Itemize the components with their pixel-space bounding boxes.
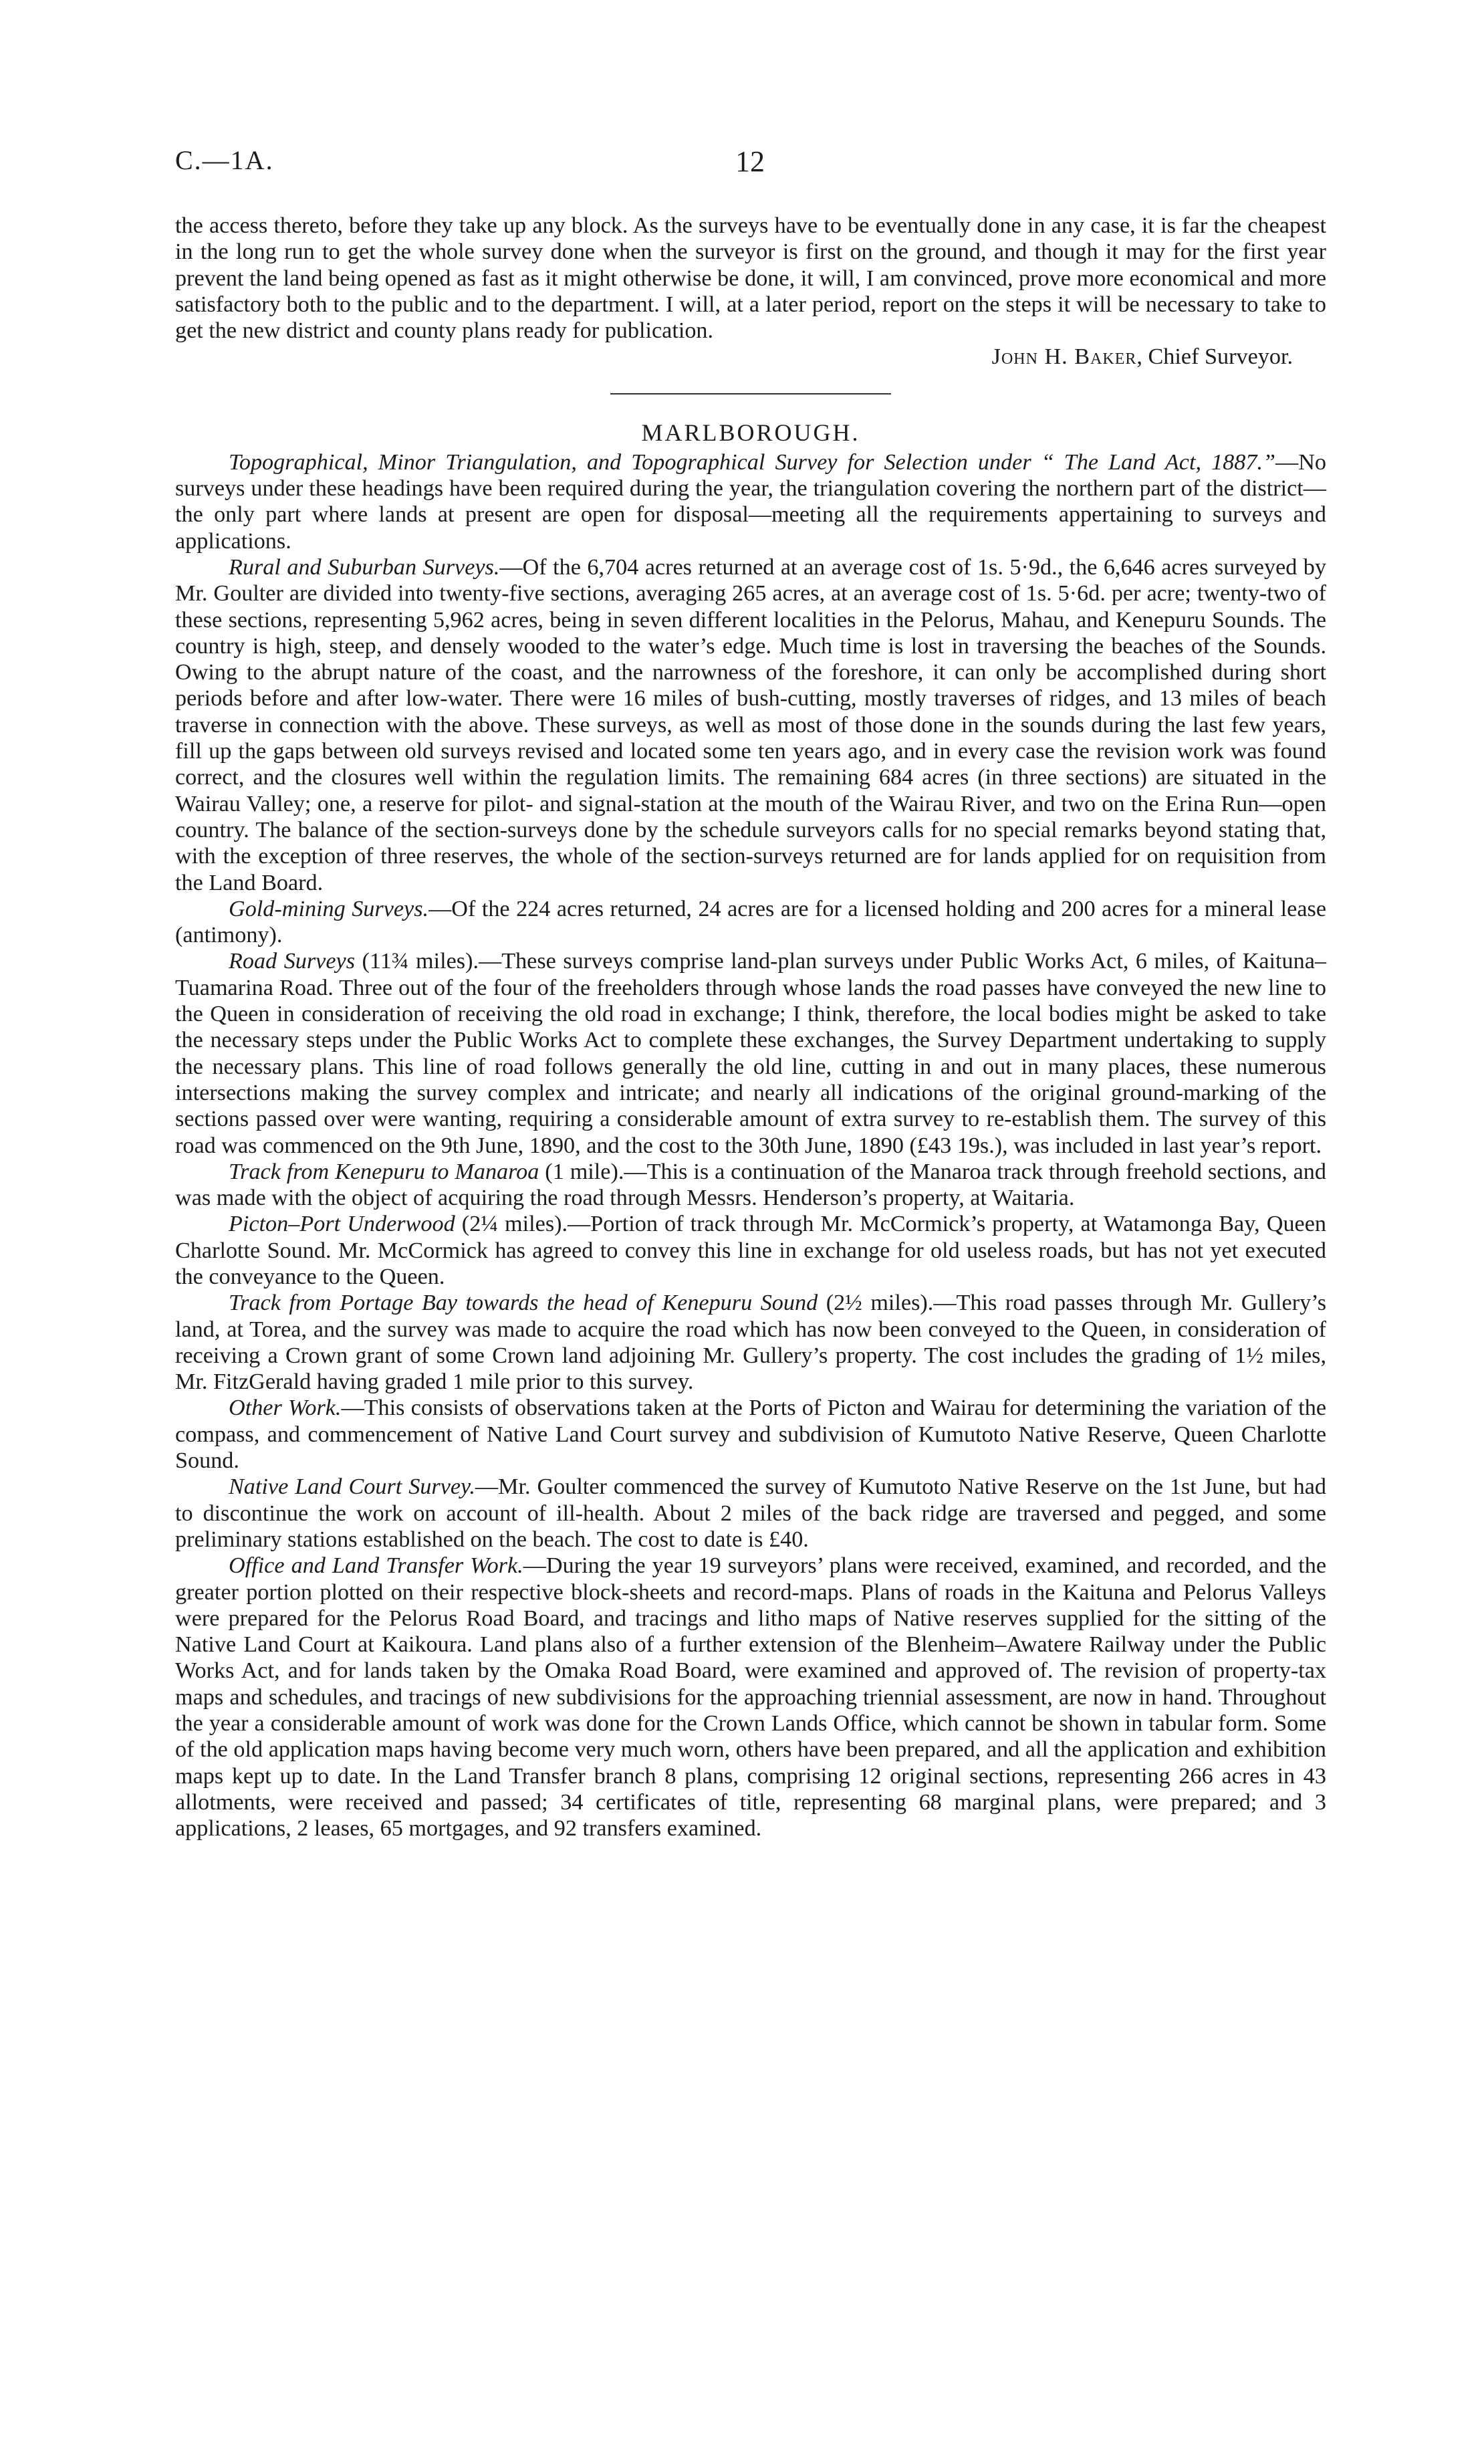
paragraph-picton-underwood (175, 1211, 1326, 1290)
page-body (175, 213, 1326, 1842)
paragraph-text: (11¾ miles).—These surveys comprise land-plan surveys under Public Works Act, 6 miles, of Kaituna–Tuamarina Road. Three out of the four of the freeholders through whose lands the road passes have conveyed the new line to the Queen in consideration of receiving the old road in exchange; I think, therefore, the local bodies might be asked to take the necessary steps under the Public Works Act to complete these exchanges, the Survey Department undertaking to supply the necessary plans. This line of road follows generally the old line, cutting in and out in many places, these numerous intersections making the survey complex and intricate; and nearly all indications of the original ground-marking of the sections passed over were wanting, requiring a considerable amount of extra survey to re-establish them. The survey of this road was commenced on the 9th June, 1890, and the cost to the 30th June, 1890 (£43 19s.), was included in last year’s report. (175, 949, 1326, 1158)
paragraph-text: —Mr. Goulter commenced the survey of Kumutoto Native Reserve on the 1st June, but had to discontinue the work on account of ill-health. About 2 miles of the back ridge are traversed and pegged, and some preliminary stations established on the beach. The cost to date is £40. (175, 1474, 1326, 1552)
paragraph-text: (1 mile).—This is a continuation of the Manaroa track through freehold sections, and was made with the object of acquiring the road through Messrs. Henderson’s property, at Waitaria. (175, 1159, 1326, 1211)
signature-name: John H. Baker (991, 344, 1137, 370)
signature-title: , Chief Surveyor. (1136, 344, 1293, 370)
paragraph-text: —During the year 19 surveyors’ plans were received, examined, and recorded, and the greater portion plotted on their respective block-sheets and record-maps. Plans of roads in the Kaituna and Pelorus Valleys were prepared for the Pelorus Road Board, and tracings and litho maps of Native reserves supplied for the sitting of the Native Land Court at Kaikoura. Land plans also of a further extension of the Blenheim–Awatere Railway under the Public Works Act, and for lands taken by the Omaka Road Board, were examined and approved of. The revision of property-tax maps and schedules, and tracings of new subdivisions for the approaching triennial assessment, are now in hand. Throughout the year a considerable amount of work was done for the Crown Lands Office, which cannot be shown in tabular form. Some of the old application maps having become very much worn, others have been prepared, and all the application and exhibition maps kept up to date. In the Land Transfer branch 8 plans, comprising 12 original sections, representing 266 acres in 43 allotments, were received and passed; 34 certificates of title, representing 68 marginal plans, were prepared; and 3 applications, 2 leases, 65 mortgages, and 92 transfers examined. (175, 1553, 1327, 1841)
paragraph-heading: Picton–Port Underwood (229, 1212, 455, 1237)
paragraph-rural-surveys (175, 554, 1326, 896)
paragraph-heading: Topographical, Minor Triangulation, and Topographical Survey for Selection under “ The Land Act, 1887.” (229, 449, 1276, 475)
paragraph-office-work (175, 1553, 1326, 1841)
paragraph-heading: Gold-mining Surveys. (229, 896, 429, 921)
paragraph-text: —This consists of observations taken at the Ports of Picton and Wairau for determining the variation of the compass, and commencement of Native Land Court survey and subdivision of Kumutoto Native Reserve, Queen Charlotte Sound. (175, 1395, 1326, 1474)
paragraph-heading: Other Work. (229, 1395, 342, 1421)
paragraph-text: (2¼ miles).—Portion of track through Mr. McCormick’s property, at Watamonga Bay, Queen Charlotte Sound. Mr. McCormick has agreed to convey this line in exchange for old useless roads, but has not yet executed the conveyance to the Queen. (175, 1212, 1326, 1289)
intro-paragraph: the access thereto, before they take up any block. As the surveys have to be eventually done in any case, it is far the cheapest in the long run to get the whole survey done when the surveyor is first on the ground, and though it may for the first year prevent the land being opened as fast as it might otherwise be done, it will, I am convinced, prove more economical and more satisfactory both to the public and to the department. I will, at a later period, report on the steps it will be necessary to take to get the new district and county plans ready for publication. (175, 213, 1326, 344)
section-title: MARLBOROUGH. (641, 419, 860, 446)
paragraph-text: —Of the 224 acres returned, 24 acres are for a licensed holding and 200 acres for a mineral lease (antimony). (175, 896, 1326, 948)
paragraph-road-surveys (175, 948, 1326, 1158)
paragraph-text: —No surveys under these headings have been required during the year, the triangulation covering the northern part of the district—the only part where lands at present are open for disposal—meeting all the requirements appertaining to surveys and applications. (175, 449, 1326, 554)
section-divider (610, 393, 891, 395)
paragraph-heading: Office and Land Transfer Work. (229, 1553, 523, 1579)
paragraph-text: (2½ miles).—This road passes through Mr. Gullery’s land, at Torea, and the survey was made to acquire the road which has now been conveyed to the Queen, in consideration of receiving a Crown grant of some Crown land adjoining Mr. Gullery’s property. The cost includes the grading of 1½ miles, Mr. FitzGerald having graded 1 mile prior to this survey. (175, 1291, 1326, 1395)
signature (175, 344, 1326, 370)
page-number: 12 (735, 145, 765, 178)
paragraph-topographical (175, 449, 1326, 554)
paragraph-native-land-court (175, 1474, 1326, 1553)
paragraph-heading: Rural and Suburban Surveys. (229, 554, 500, 580)
paragraph-gold-mining (175, 896, 1326, 949)
paragraph-heading: Native Land Court Survey. (229, 1474, 475, 1500)
page-header (175, 144, 1325, 185)
document-reference: C.—1A. (175, 145, 274, 175)
paragraph-heading: Road Surveys (229, 949, 356, 974)
paragraph-other-work (175, 1395, 1326, 1474)
paragraph-heading: Track from Kenepuru to Manaroa (229, 1159, 539, 1184)
paragraph-kenepuru-track (175, 1159, 1326, 1212)
paragraph-text: —Of the 6,704 acres returned at an average cost of 1s. 5·9d., the 6,646 acres surveyed by Mr. Goulter are divided into twenty-five sections, averaging 265 acres, at an average cost of 1s. 5·6d. per acre; twenty-two of these sections, representing 5,962 acres, being in seven different localities in the Pelorus, Mahau, and Kenepuru Sounds. The country is high, steep, and densely wooded to the water’s edge. Much time is lost in traversing the beaches of the Sounds. Owing to the abrupt nature of the coast, and the narrowness of the foreshore, it can only be accomplished during short periods before and after low-water. There were 16 miles of bush-cutting, mostly traverses of ridges, and 13 miles of beach traverse in connection with the above. These surveys, as well as most of those done in the sounds during the last few years, fill up the gaps between old surveys revised and located some ten years ago, and in every case the revision work was found correct, and the closures well within the regulation limits. The remaining 684 acres (in three sections) are situated in the Wairau Valley; one, a reserve for pilot- and signal-station at the mouth of the Wairau River, and two on the Erina Run—open country. The balance of the section-surveys done by the schedule surveyors calls for no special remarks beyond stating that, with the exception of three reserves, the whole of the section-surveys returned are for lands applied for on requisition from the Land Board. (175, 554, 1326, 895)
paragraph-heading: Track from Portage Bay towards the head of Kenepuru Sound (229, 1291, 818, 1316)
paragraph-portage-bay (175, 1290, 1326, 1395)
